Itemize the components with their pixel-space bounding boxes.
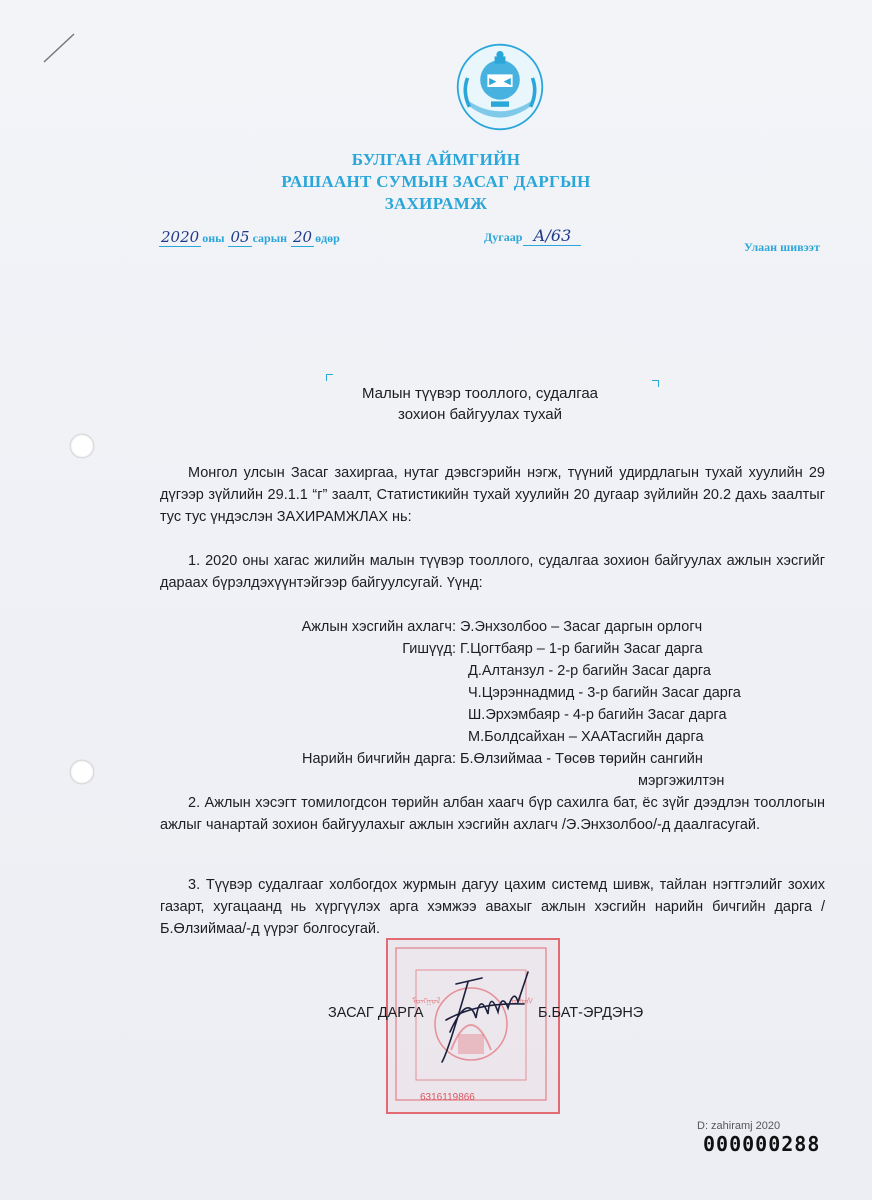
secretary-value: Б.Өлзиймаа - Төсөв төрийн сангийн [460, 751, 703, 767]
punch-hole-bottom [70, 760, 94, 784]
decree-title-line2: зохион байгуулах тухай [397, 406, 563, 423]
signatory-title: ЗАСАГ ДАРГА [328, 1005, 424, 1021]
header-line-sum-governor: РАШААНТ СУМЫН ЗАСАГ ДАРГЫН [281, 172, 591, 191]
staple-mark [40, 28, 80, 68]
members-label: Гишүүд: [402, 641, 456, 657]
decree-title [330, 383, 630, 425]
svg-text:ᠤᠯᠤᠰ: ᠤᠯᠤᠰ [510, 997, 534, 1007]
item-2-paragraph: 2. Ажлын хэсэгт томилогдсон төрийн албан хаагч бүр сахилга бат, ёс зүйг дээдлэн тооллогын ажлыг чанартай зохион байгуулахыг ажлын хэсгийн ахлагч /Э.Энхзолбоо/-д даалгасугай. [160, 795, 825, 833]
member-item: Ч.Цэрэннадмид - 3-р багийн Засаг дарга [468, 685, 741, 701]
date-month-suffix: сарын [252, 231, 288, 245]
date-year: 2020 [161, 228, 200, 246]
decree-number-value: А/63 [523, 226, 581, 246]
member-item: Г.Цогтбаяр – 1-р багийн Засаг дарга [460, 641, 703, 657]
item-1-paragraph: 1. 2020 оны хагас жилийн малын түүвэр тооллого, судалгаа зохион байгуулах ажлын хэсгийг дараах бүрэлдэхүүнтэйгээр байгуулсугай. Үүнд: [160, 553, 825, 591]
title-corner-right [652, 380, 659, 387]
date-year-suffix: оны [202, 231, 225, 245]
date-day-suffix: өдөр [315, 231, 340, 245]
leader-label: Ажлын хэсгийн ахлагч: [301, 619, 456, 635]
date-day: 20 [293, 228, 313, 246]
title-corner-left [326, 374, 333, 381]
signatory-name: Б.БАТ-ЭРДЭНЭ [538, 1005, 644, 1021]
document-serial-number: 000000288 [703, 1132, 821, 1156]
place-name: Улаан шивээт [744, 240, 820, 254]
member-item: Д.Алтанзул - 2-р багийн Засаг дарга [468, 663, 711, 679]
svg-text:ᠮᠣᠩᠭᠣᠯ: ᠮᠣᠩᠭᠣᠯ [412, 997, 441, 1007]
member-item: Ш.Эрхэмбаяр - 4-р багийн Засаг дарга [468, 707, 727, 723]
date-line [158, 228, 340, 247]
decree-number-label: Дугаар [484, 230, 523, 244]
decree-number [484, 226, 582, 246]
file-reference: D: zahiramj 2020 [697, 1120, 781, 1132]
seal-number: 6316119866 [420, 1092, 475, 1103]
leader-value: Э.Энхзолбоо – Засаг даргын орлогч [460, 619, 703, 635]
secretary-label: Нарийн бичгийн дарга: [302, 751, 456, 767]
header-line-aimag: БУЛГАН АЙМГИЙН [351, 150, 521, 169]
header-line-decree: ЗАХИРАМЖ [384, 194, 488, 213]
handwritten-signature [428, 962, 538, 1070]
state-emblem-icon [455, 42, 545, 132]
member-item: М.Болдсайхан – ХААТасгийн дарга [468, 729, 704, 745]
punch-hole-top [70, 434, 94, 458]
intro-paragraph: Монгол улсын Засаг захиргаа, нутаг дэвсгэрийн нэгж, түүний удирдлагын тухай хуулийн 29 дүгээр зүйлийн 29.1.1 “г” заалт, Статистикийн тухай хуулийн 20 дугаар зүйлийн 20.2 дахь заалтыг тус тус үндэслэн ЗАХИРАМЖЛАХ нь: [160, 465, 825, 525]
secretary-value-cont: мэргэжилтэн [638, 773, 725, 789]
item-3-paragraph: 3. Түүвэр судалгааг холбогдох журмын дагуу цахим системд шивж, тайлан нэгтгэлийг зохих газарт, хугацаанд нь хүргүүлэх арга хэмжээ авахыг ажлын хэсгийн нарийн бичгийн дарга /Б.Өлзиймаа/-д үүрэг болгосугай. [160, 877, 825, 937]
decree-title-line1: Малын түүвэр тооллого, судалгаа [361, 385, 599, 402]
date-month: 05 [230, 228, 250, 246]
